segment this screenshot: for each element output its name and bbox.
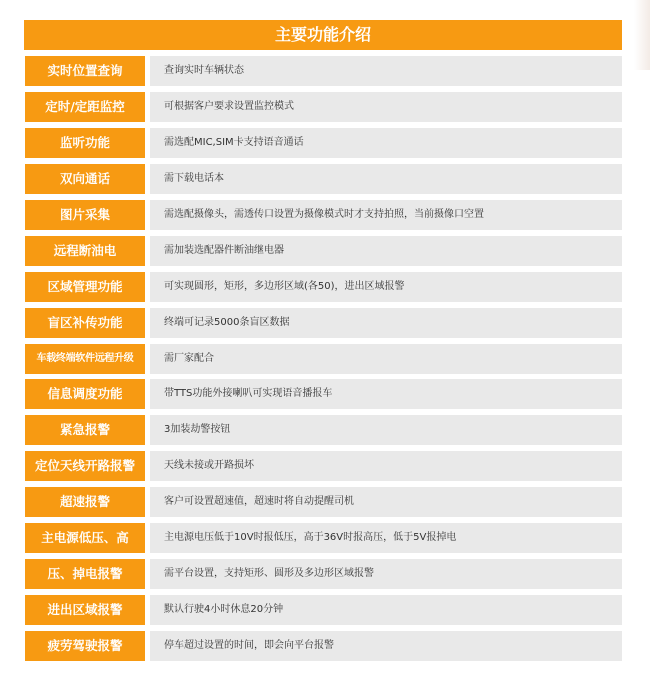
feature-label: 实时位置查询	[25, 56, 145, 86]
feature-description: 主电源电压低于10V时报低压，高于36V时报高压，低于5V报掉电	[150, 523, 622, 553]
feature-label: 信息调度功能	[25, 379, 145, 409]
feature-description: 默认行驶4小时休息20分钟	[150, 595, 622, 625]
table-row	[24, 236, 622, 266]
feature-description: 需选配MIC,SIM卡支持语音通话	[150, 128, 622, 158]
feature-description: 可根据客户要求设置监控模式	[150, 92, 622, 122]
table-row	[24, 92, 622, 122]
feature-description: 可实现圆形，矩形，多边形区域(各50)，进出区域报警	[150, 272, 622, 302]
feature-description: 停车超过设置的时间，即会向平台报警	[150, 631, 622, 661]
table-row	[24, 559, 622, 589]
feature-label: 远程断油电	[25, 236, 145, 266]
feature-label: 监听功能	[25, 128, 145, 158]
feature-description: 3加装劫警按钮	[150, 415, 622, 445]
table-row	[24, 415, 622, 445]
feature-label: 超速报警	[25, 487, 145, 517]
feature-label: 定位天线开路报警	[25, 451, 145, 481]
feature-description: 需下载电话本	[150, 164, 622, 194]
table-row	[24, 451, 622, 481]
table-row	[24, 487, 622, 517]
feature-description: 查询实时车辆状态	[150, 56, 622, 86]
feature-description: 天线未接或开路损坏	[150, 451, 622, 481]
table-row	[24, 595, 622, 625]
feature-description: 客户可设置超速值，超速时将自动提醒司机	[150, 487, 622, 517]
table-row	[24, 379, 622, 409]
table-row	[24, 344, 622, 374]
feature-label: 疲劳驾驶报警	[25, 631, 145, 661]
table-row	[24, 523, 622, 553]
feature-label: 进出区域报警	[25, 595, 145, 625]
feature-label: 车载终端软件远程升级	[25, 344, 145, 374]
table-row	[24, 200, 622, 230]
table-row	[24, 272, 622, 302]
feature-label: 压、掉电报警	[25, 559, 145, 589]
table-row	[24, 56, 622, 86]
feature-label: 定时/定距监控	[25, 92, 145, 122]
feature-label: 盲区补传功能	[25, 308, 145, 338]
table-row	[24, 631, 622, 661]
feature-label: 紧急报警	[25, 415, 145, 445]
feature-description: 需厂家配合	[150, 344, 622, 374]
feature-description: 需选配摄像头，需透传口设置为摄像模式时才支持拍照，当前摄像口空置	[150, 200, 622, 230]
feature-label: 主电源低压、高	[25, 523, 145, 553]
table-row	[24, 128, 622, 158]
feature-table	[24, 20, 622, 667]
table-row	[24, 164, 622, 194]
feature-label: 双向通话	[25, 164, 145, 194]
feature-label: 图片采集	[25, 200, 145, 230]
page-side-shade	[634, 0, 650, 70]
feature-description: 带TTS功能外接喇叭可实现语音播报车	[150, 379, 622, 409]
feature-label: 区域管理功能	[25, 272, 145, 302]
feature-description: 需平台设置，支持矩形、圆形及多边形区域报警	[150, 559, 622, 589]
feature-description: 终端可记录5000条盲区数据	[150, 308, 622, 338]
feature-description: 需加装选配器件断油继电器	[150, 236, 622, 266]
table-row	[24, 308, 622, 338]
table-title: 主要功能介绍	[24, 20, 622, 50]
